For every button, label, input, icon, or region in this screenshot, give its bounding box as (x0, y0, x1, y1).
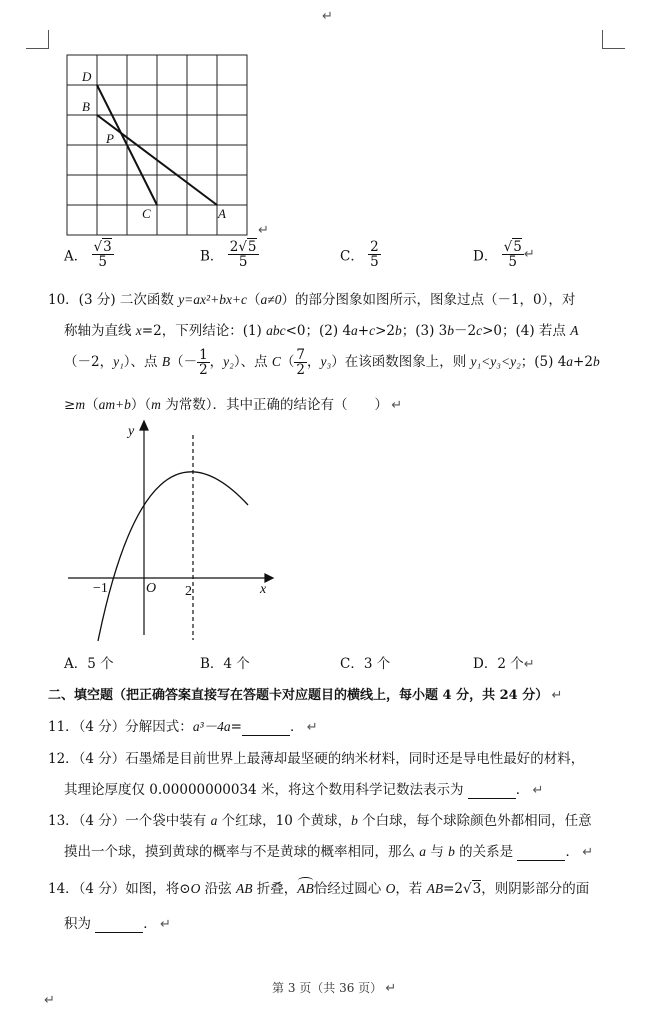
q12-answer-blank[interactable] (468, 782, 516, 799)
q10-line-1: 10．(3 分) 二次函数 y=ax²+bx+c（a≠0）的部分图象如图所示，图象过点（－1，0），对 (48, 292, 576, 308)
origin-label: O (146, 581, 157, 596)
q14-answer-blank[interactable] (95, 916, 143, 933)
q14-line-1: 14．（4 分）如图，将⊙O 沿弦 AB 折叠，AB恰经过圆心 O，若 AB=2√3，则阴影部分的面 (48, 881, 590, 897)
paragraph-mark-top: ↵ (322, 8, 333, 23)
label-D: D (82, 69, 92, 84)
parabola-graph (60, 415, 290, 645)
tick-2: 2 (185, 584, 192, 599)
crop-mark-top-right (602, 30, 625, 49)
arc-AB: AB (297, 881, 314, 896)
x-axis-label: x (260, 582, 267, 597)
label-B: B (82, 99, 90, 114)
y-axis-label: y (128, 424, 135, 439)
paragraph-mark: ↵ (258, 222, 269, 237)
q13-line-2: 摸出一个球，摸到黄球的概率与不是黄球的概率相同，那么 a 与 b 的关系是 ． ↵ (64, 844, 594, 860)
section-2-title: 二、填空题（把正确答案直接写在答题卡对应题目的横线上，每小题 4 分，共 24 分） ↵ (48, 687, 563, 703)
paragraph-mark-bottom: ↵ (44, 992, 55, 1007)
q9-option-b[interactable]: B． $\frac{2√5}{5}$ (200, 239, 257, 271)
q11-answer-blank[interactable] (242, 719, 290, 736)
q11: 11．（4 分）分解因式：a³－4a= ． ↵ (48, 719, 318, 735)
q10-option-d[interactable]: D．2 个↵ (473, 656, 535, 672)
q12-line-1: 12．（4 分）石墨烯是目前世界上最薄却最坚硬的纳米材料，同时还是导电性最好的材料， (48, 751, 585, 767)
label-C: C (142, 206, 151, 221)
page-footer: 第 3 页（共 36 页） ↵ (272, 980, 397, 995)
q10-line-4: ≥m（am+b）（m 为常数）．其中正确的结论有（ ） ↵ (64, 397, 403, 413)
q10-option-b[interactable]: B．4 个 (200, 656, 250, 672)
parabola-curve (98, 472, 248, 641)
q10-option-c[interactable]: C．3 个 (340, 656, 391, 672)
q12-line-2: 其理论厚度仅 0.00000000034 米，将这个数用科学记数法表示为 ． ↵ (64, 782, 544, 798)
tick-neg1: −1 (93, 581, 108, 596)
q9-option-c[interactable]: C． $\frac{2}{5}$ (340, 239, 379, 271)
q10-line-2: 称轴为直线 x=2，下列结论：(1) abc<0；(2) 4a+c>2b；(3) 3b－2c>0；(4) 若点 A (64, 323, 579, 339)
label-P: P (106, 131, 114, 146)
q9-option-d[interactable]: D． $\frac{√5}{5}$ ↵ (473, 239, 535, 271)
q10-option-a[interactable]: A．5 个 (64, 656, 114, 672)
q10-line-3: （－2，y₁）、点 B（－ $\frac{1}{2}$ ，y₂）、点 C（ $\frac{7}{2}$ ，y₃）在该函数图象上，则 y₁<y₃<y₂；(5) 4a+2b (64, 346, 600, 378)
q14-line-2: 积为 ． ↵ (64, 916, 171, 932)
crop-mark-top-left (26, 30, 49, 49)
q9-option-a[interactable]: A． $\frac{√3}{5}$ (64, 239, 112, 271)
grid-figure (60, 50, 260, 240)
q13-answer-blank[interactable] (517, 844, 565, 861)
label-A: A (218, 206, 226, 221)
q13-line-1: 13．（4 分）一个袋中装有 a 个红球，10 个黄球，b 个白球，每个球除颜色外都相同，任意 (48, 813, 592, 829)
